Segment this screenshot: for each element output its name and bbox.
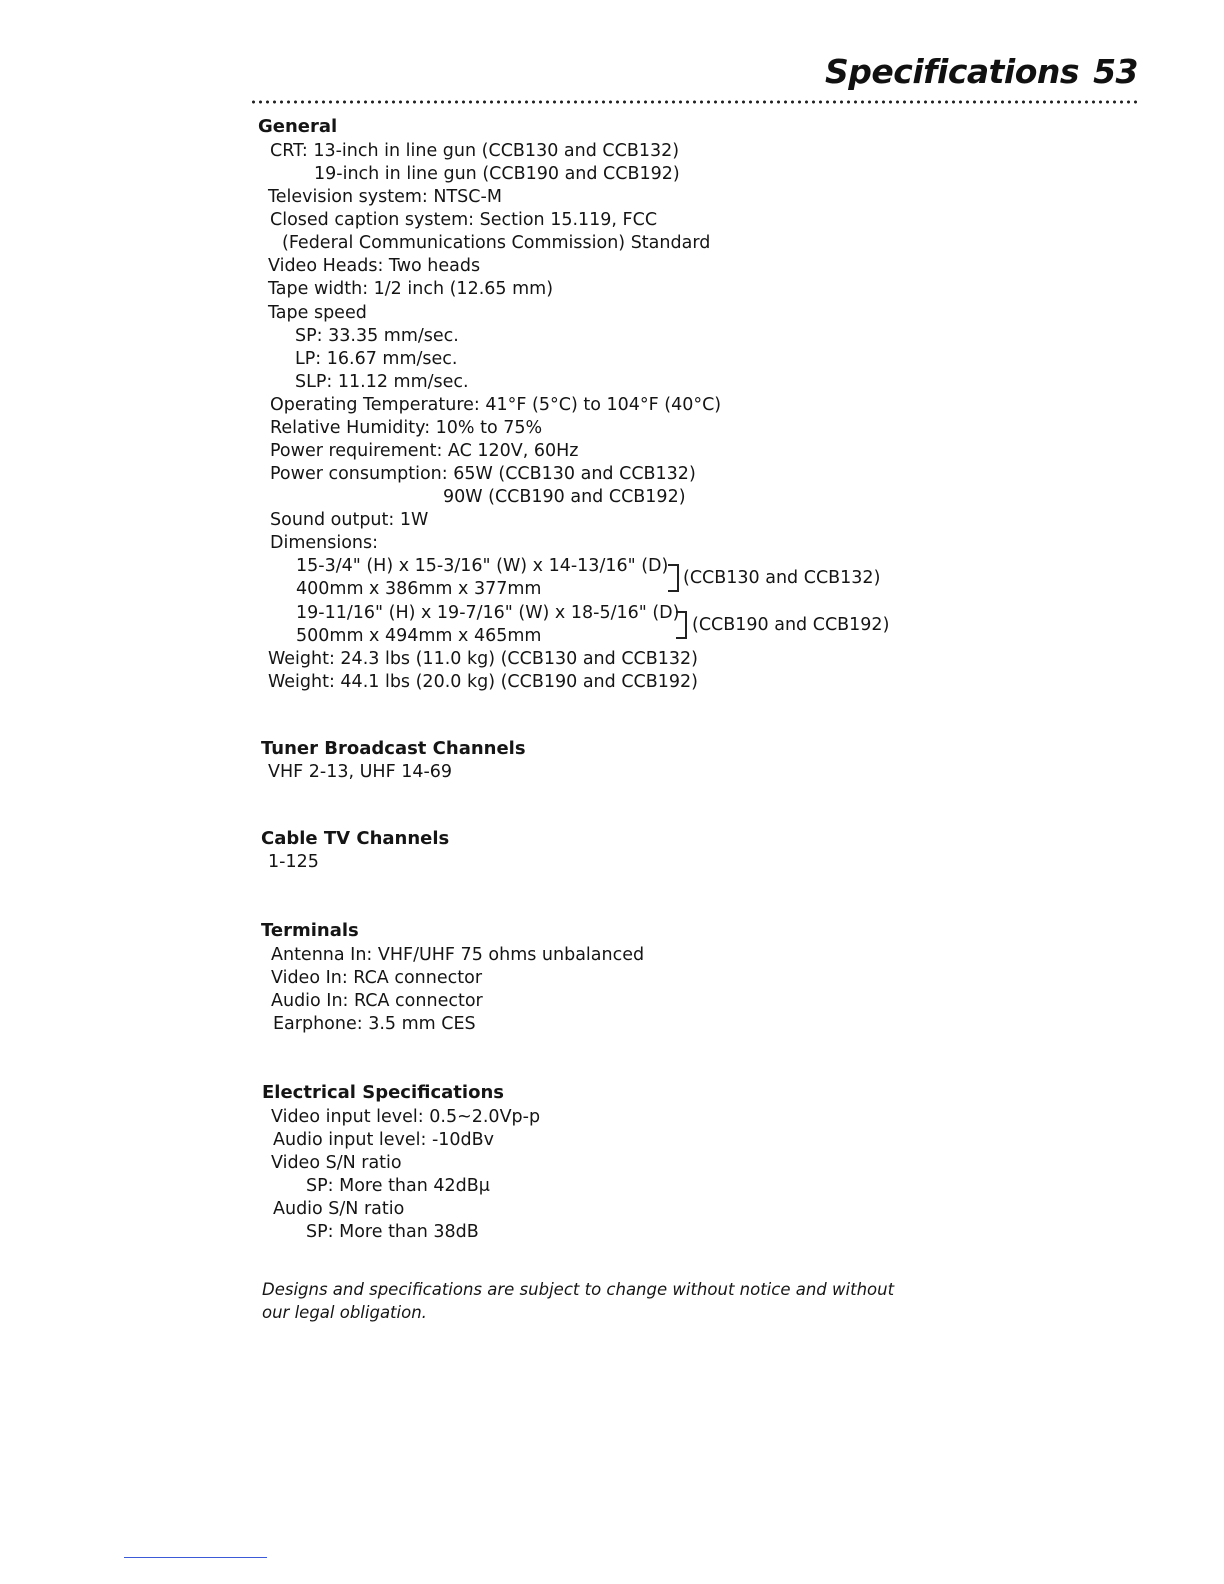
spec-tape-speed: Tape speed	[268, 303, 367, 323]
spec-operating-temp: Operating Temperature: 41°F (5°C) to 104°F (40°C)	[270, 395, 722, 415]
spec-dim-a-mm: 400mm x 386mm x 377mm	[296, 579, 542, 599]
cable-channels: 1-125	[268, 852, 319, 872]
spec-earphone: Earphone: 3.5 mm CES	[273, 1014, 476, 1034]
page-header	[825, 52, 1138, 91]
spec-weight-1: Weight: 24.3 lbs (11.0 kg) (CCB130 and CCB132)	[268, 649, 698, 669]
spec-closed-caption: Closed caption system: Section 15.119, FCC	[270, 210, 658, 230]
spec-dim-a-inches: 15-3/4" (H) x 15-3/16" (W) x 14-13/16" (D)	[296, 556, 669, 576]
spec-crt-19: 19-inch in line gun (CCB190 and CCB192)	[314, 164, 680, 184]
spec-speed-slp: SLP: 11.12 mm/sec.	[295, 372, 469, 392]
spec-video-heads: Video Heads: Two heads	[268, 256, 481, 276]
spec-power-requirement: Power requirement: AC 120V, 60Hz	[270, 441, 579, 461]
spec-speed-sp: SP: 33.35 mm/sec.	[295, 326, 459, 346]
spec-dim-b-inches: 19-11/16" (H) x 19-7/16" (W) x 18-5/16" (D)	[296, 603, 680, 623]
spec-weight-2: Weight: 44.1 lbs (20.0 kg) (CCB190 and CCB192)	[268, 672, 698, 692]
spec-dim-b-mm: 500mm x 494mm x 465mm	[296, 626, 542, 646]
page-number: 53	[1093, 52, 1138, 91]
tuner-heading: Tuner Broadcast Channels	[261, 738, 526, 759]
spec-crt-13: CRT: 13-inch in line gun (CCB130 and CCB132)	[270, 141, 680, 161]
spec-dim-a-models: (CCB130 and CCB132)	[683, 568, 881, 588]
dim-b-bracket	[676, 611, 687, 639]
spec-video-sn-sp: SP: More than 42dBμ	[306, 1176, 490, 1196]
general-heading: General	[258, 116, 338, 137]
spec-audio-in: Audio In: RCA connector	[271, 991, 483, 1011]
spec-video-in: Video In: RCA connector	[271, 968, 483, 988]
cable-heading: Cable TV Channels	[261, 828, 450, 849]
spec-power-consumption-2: 90W (CCB190 and CCB192)	[443, 487, 686, 507]
spec-audio-input-level: Audio input level: -10dBv	[273, 1130, 495, 1150]
spec-video-sn: Video S/N ratio	[271, 1153, 402, 1173]
spec-speed-lp: LP: 16.67 mm/sec.	[295, 349, 458, 369]
disclaimer-note: Designs and specifications are subject to change without notice and without our legal obligation.	[262, 1280, 895, 1322]
spec-audio-sn-sp: SP: More than 38dB	[306, 1222, 479, 1242]
spec-humidity: Relative Humidity: 10% to 75%	[270, 418, 543, 438]
spec-antenna-in: Antenna In: VHF/UHF 75 ohms unbalanced	[271, 945, 645, 965]
footer-rule	[124, 1557, 267, 1558]
electrical-heading: Electrical Specifications	[262, 1082, 504, 1103]
tuner-channels: VHF 2-13, UHF 14-69	[268, 762, 453, 782]
spec-dim-b-models: (CCB190 and CCB192)	[692, 615, 890, 635]
page-title: Specifications	[825, 52, 1080, 91]
spec-sound-output: Sound output: 1W	[270, 510, 429, 530]
spec-dimensions: Dimensions:	[270, 533, 379, 553]
terminals-heading: Terminals	[261, 920, 359, 941]
spec-audio-sn: Audio S/N ratio	[273, 1199, 405, 1219]
spec-tape-width: Tape width: 1/2 inch (12.65 mm)	[268, 279, 554, 299]
dotted-rule	[250, 100, 1140, 104]
dim-a-bracket	[668, 564, 679, 592]
spec-video-input-level: Video input level: 0.5~2.0Vp-p	[271, 1107, 541, 1127]
spec-power-consumption: Power consumption: 65W (CCB130 and CCB132)	[270, 464, 696, 484]
spec-tv-system: Television system: NTSC-M	[268, 187, 502, 207]
spec-closed-caption-std: (Federal Communications Commission) Standard	[282, 233, 711, 253]
